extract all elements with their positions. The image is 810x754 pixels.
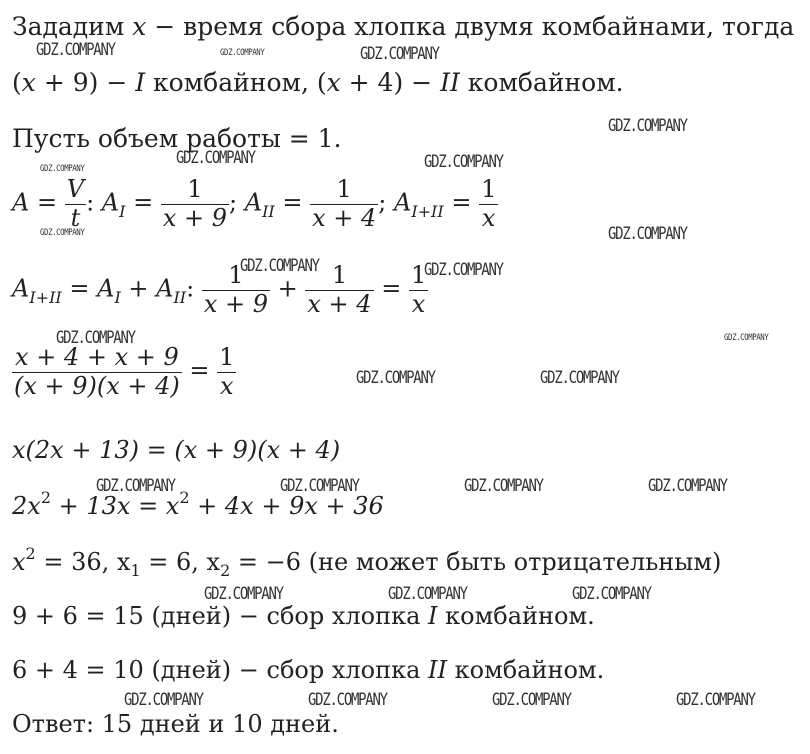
text: + 13x = x — [51, 492, 180, 520]
sub-I: I — [119, 201, 126, 221]
eq: = — [61, 274, 98, 303]
eq: = — [443, 188, 480, 217]
sub-II: II — [262, 201, 275, 221]
watermark: GDZ.COMPANY — [608, 116, 687, 136]
formula-productivity — [12, 176, 498, 232]
numerator: 1 — [161, 176, 229, 205]
denominator: x + 4 — [312, 203, 377, 232]
text: x — [12, 548, 26, 576]
watermark: GDZ.COMPANY — [96, 476, 175, 496]
watermark: GDZ.COMPANY — [424, 152, 503, 172]
watermark: GDZ.COMPANY — [220, 48, 265, 58]
watermark: GDZ.COMPANY — [240, 256, 319, 276]
text: + 9) − — [35, 68, 136, 97]
text: = 6, x — [140, 548, 221, 576]
watermark: GDZ.COMPANY — [40, 228, 85, 238]
eq: = — [29, 188, 65, 217]
plus: + — [120, 274, 157, 303]
watermark: GDZ.COMPANY — [176, 148, 255, 168]
roman-one: I — [135, 68, 146, 97]
colon: : — [186, 274, 202, 303]
var-A: A — [12, 274, 30, 303]
text: комбайном. — [437, 602, 595, 630]
numerator: 1 — [310, 176, 378, 205]
intro-line-2 — [12, 70, 624, 95]
text: комбайном. — [459, 68, 624, 97]
watermark: GDZ.COMPANY — [464, 476, 543, 496]
colon: : — [86, 188, 102, 217]
sub-II: II — [173, 287, 187, 307]
numerator: V — [66, 175, 85, 203]
equation-3 — [12, 544, 722, 580]
roman-two: II — [428, 656, 447, 684]
var-A: A — [97, 274, 115, 303]
numerator: 1 — [219, 343, 235, 371]
numerator: 1 — [202, 262, 270, 291]
watermark: GDZ.COMPANY — [356, 368, 435, 388]
text: + 4x + 9x + 36 — [189, 492, 384, 520]
eq: = — [181, 356, 218, 385]
var-x: x — [132, 12, 147, 41]
work-line: Пусть объем работы = 1. — [12, 124, 342, 153]
text: + 4) − — [340, 68, 441, 97]
answer-line: Ответ: 15 дней и 10 дней. — [12, 710, 339, 738]
watermark: GDZ.COMPANY — [540, 368, 619, 388]
exponent: 2 — [179, 488, 190, 507]
watermark: GDZ.COMPANY — [648, 476, 727, 496]
subscript: 2 — [220, 561, 231, 580]
fraction-a12 — [479, 176, 498, 232]
watermark: GDZ.COMPANY — [724, 333, 769, 343]
denominator: x — [411, 289, 426, 318]
text: = 36, x — [35, 548, 131, 576]
var-A: A — [244, 188, 263, 217]
result-2 — [12, 658, 604, 682]
plus: + — [270, 274, 306, 303]
exponent: 2 — [40, 488, 51, 507]
text: 9 + 6 = 15 (дней) − сбор хлопка — [12, 602, 429, 630]
sub-I-II: I+II — [411, 201, 444, 221]
fraction-v-t — [65, 176, 86, 232]
watermark: GDZ.COMPANY — [388, 584, 467, 604]
eq: = — [125, 188, 161, 217]
watermark: GDZ.COMPANY — [36, 40, 115, 60]
numerator: 1 — [305, 262, 373, 291]
watermark: GDZ.COMPANY — [124, 690, 203, 710]
watermark: GDZ.COMPANY — [608, 224, 687, 244]
fraction-a1 — [161, 176, 229, 232]
roman-one: I — [428, 602, 438, 630]
eq: = — [373, 274, 409, 303]
watermark: GDZ.COMPANY — [492, 690, 571, 710]
denominator: x + 4 — [307, 289, 372, 318]
watermark: GDZ.COMPANY — [572, 584, 651, 604]
var-A: A — [12, 188, 30, 217]
text: комбайном, ( — [145, 68, 327, 97]
eq: = — [274, 188, 311, 217]
var-A: A — [156, 274, 174, 303]
exponent: 2 — [25, 544, 36, 563]
var-x: x — [21, 68, 36, 97]
semicolon: ; — [378, 188, 394, 217]
denominator: x — [220, 371, 234, 400]
subscript: 1 — [130, 561, 141, 580]
text: 6 + 4 = 10 (дней) − сбор хлопка — [12, 656, 429, 684]
result-1 — [12, 604, 595, 628]
fraction-a12 — [217, 344, 236, 400]
watermark: GDZ.COMPANY — [56, 328, 135, 348]
equation-2 — [12, 488, 384, 520]
watermark: GDZ.COMPANY — [360, 44, 439, 64]
numerator: 1 — [481, 175, 497, 203]
denominator: t — [70, 203, 81, 232]
var-A: A — [101, 188, 120, 217]
denominator: x + 9 — [162, 203, 227, 232]
numerator: x + 4 + x + 9 — [12, 344, 182, 373]
fraction-combined — [12, 344, 182, 400]
text: ( — [12, 68, 22, 97]
equation-1: x(2x + 13) = (x + 9)(x + 4) — [12, 436, 341, 464]
intro-line-1 — [12, 14, 794, 39]
text: комбайном. — [446, 656, 605, 684]
watermark: GDZ.COMPANY — [676, 690, 755, 710]
watermark: GDZ.COMPANY — [40, 164, 85, 174]
watermark: GDZ.COMPANY — [204, 584, 283, 604]
denominator: x — [481, 203, 496, 232]
text: Зададим — [12, 12, 133, 41]
watermark: GDZ.COMPANY — [424, 260, 503, 280]
roman-two: II — [440, 68, 460, 97]
var-A: A — [393, 188, 412, 217]
formula-sum — [12, 262, 428, 318]
watermark: GDZ.COMPANY — [280, 476, 359, 496]
var-x: x — [326, 68, 341, 97]
sub-I: I — [114, 287, 121, 307]
semicolon: ; — [229, 188, 245, 217]
fraction-a2 — [310, 176, 378, 232]
text: − время сбора хлопка двумя комбайнами, тогда — [146, 12, 795, 41]
text: 2x — [12, 492, 41, 520]
sub-I-II: I+II — [29, 287, 62, 307]
denominator: x + 9 — [203, 289, 269, 318]
watermark: GDZ.COMPANY — [308, 690, 387, 710]
formula-combined — [12, 344, 236, 400]
text: = −6 (не может быть отрицательным) — [230, 548, 722, 576]
numerator: 1 — [410, 261, 427, 289]
denominator: (x + 9)(x + 4) — [14, 371, 180, 400]
